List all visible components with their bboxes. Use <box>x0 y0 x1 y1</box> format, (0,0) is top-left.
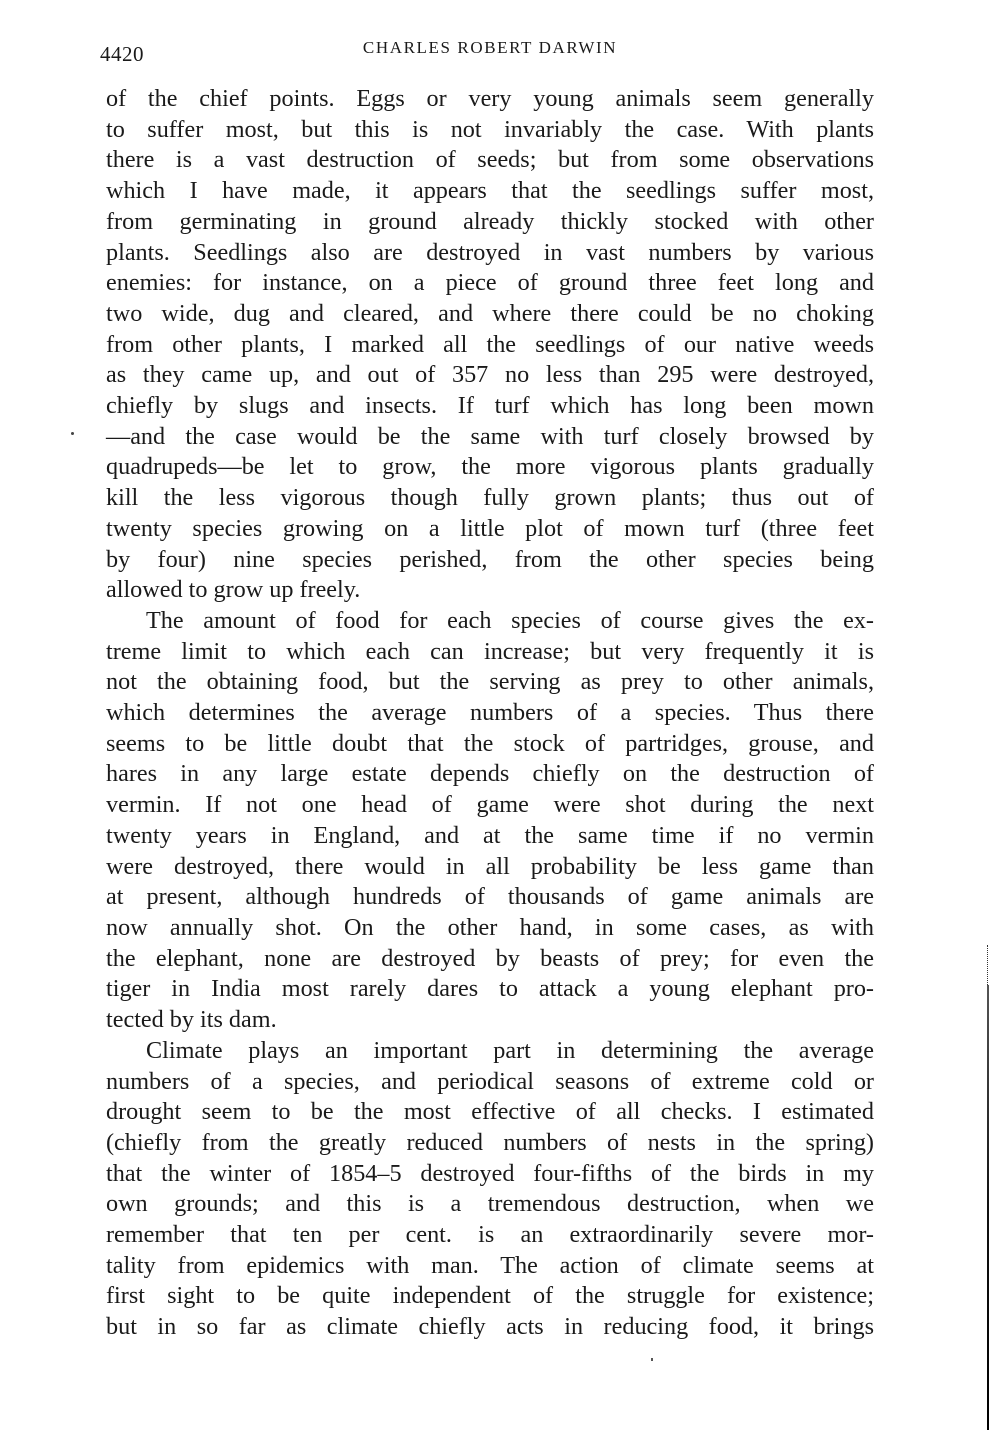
text-line: tality from epidemics with man. The action of climate seems at <box>106 1251 874 1279</box>
text-line: but in so far as climate chiefly acts in reducing food, it brings <box>106 1313 874 1341</box>
page-edge-dotted <box>987 945 989 985</box>
page-number: 4420 <box>100 42 144 66</box>
text-line: now annually shot. On the other hand, in some cases, as with <box>106 913 874 941</box>
paragraph-3 <box>106 1036 874 1343</box>
text-line: allowed to grow up freely. <box>106 576 361 604</box>
text-line: the elephant, none are destroyed by beasts of prey; for even the <box>106 944 874 972</box>
body-text <box>106 84 874 1343</box>
text-line: Climate plays an important part in determining the average <box>146 1036 874 1064</box>
text-line: which I have made, it appears that the seedlings suffer most, <box>106 177 874 205</box>
text-line: vermin. If not one head of game were shot during the next <box>106 791 874 819</box>
text-line: (chiefly from the greatly reduced numbers of nests in the spring) <box>106 1128 874 1156</box>
text-line: by four) nine species perished, from the other species being <box>106 545 874 573</box>
text-line: two wide, dug and cleared, and where there could be no choking <box>106 299 874 327</box>
running-title: CHARLES ROBERT DARWIN <box>362 38 618 57</box>
text-line: twenty species growing on a little plot of mown turf (three feet <box>106 514 874 542</box>
text-line: remember that ten per cent. is an extraordinarily severe mor- <box>106 1221 874 1249</box>
text-line: quadrupeds—be let to grow, the more vigorous plants gradually <box>106 453 874 481</box>
text-line: first sight to be quite independent of the struggle for existence; <box>106 1282 874 1310</box>
text-line: were destroyed, there would in all probability be less game than <box>106 852 874 880</box>
text-line: treme limit to which each can increase; but very frequently it is <box>106 637 874 665</box>
text-line: own grounds; and this is a tremendous destruction, when we <box>106 1190 874 1218</box>
text-line: of the chief points. Eggs or very young animals seem generally <box>106 85 874 112</box>
text-line: tected by its dam. <box>106 1006 277 1034</box>
text-line: The amount of food for each species of course gives the ex- <box>146 606 874 634</box>
text-line: that the winter of 1854–5 destroyed four-fifths of the birds in my <box>106 1159 874 1187</box>
text-line: to suffer most, but this is not invariably the case. With plants <box>106 115 874 143</box>
text-line: kill the less vigorous though fully grown plants; thus out of <box>106 484 874 512</box>
paragraph-1 <box>106 84 874 606</box>
text-line: twenty years in England, and at the same time if no vermin <box>106 821 874 849</box>
text-line: which determines the average numbers of a species. Thus there <box>106 699 874 727</box>
margin-mark <box>71 432 74 435</box>
text-line: from germinating in ground already thickly stocked with other <box>106 207 874 235</box>
text-line: seems to be little doubt that the stock of partridges, grouse, and <box>106 729 874 757</box>
paragraph-2 <box>106 606 874 1036</box>
text-line: tiger in India most rarely dares to attack a young elephant pro- <box>106 975 874 1003</box>
text-line: as they came up, and out of 357 no less than 295 were destroyed, <box>106 361 874 389</box>
text-line: —and the case would be the same with turf closely browsed by <box>106 422 874 450</box>
scan-speck <box>651 1358 653 1361</box>
running-head <box>100 36 880 66</box>
text-line: drought seem to be the most effective of all checks. I estimated <box>106 1098 874 1126</box>
text-line: plants. Seedlings also are destroyed in vast numbers by various <box>106 238 874 266</box>
text-line: hares in any large estate depends chiefly on the destruction of <box>106 760 874 788</box>
text-line: chiefly by slugs and insects. If turf which has long been mown <box>106 392 874 420</box>
text-line: not the obtaining food, but the serving as prey to other animals, <box>106 668 874 696</box>
page-edge-line <box>987 945 990 1430</box>
page-edge-solid <box>987 985 989 1430</box>
text-line: enemies: for instance, on a piece of ground three feet long and <box>106 269 874 297</box>
text-line: numbers of a species, and periodical seasons of extreme cold or <box>106 1067 874 1095</box>
text-line: from other plants, I marked all the seedlings of our native weeds <box>106 330 874 358</box>
text-line: at present, although hundreds of thousands of game animals are <box>106 883 874 911</box>
text-line: there is a vast destruction of seeds; but from some observations <box>106 146 874 174</box>
